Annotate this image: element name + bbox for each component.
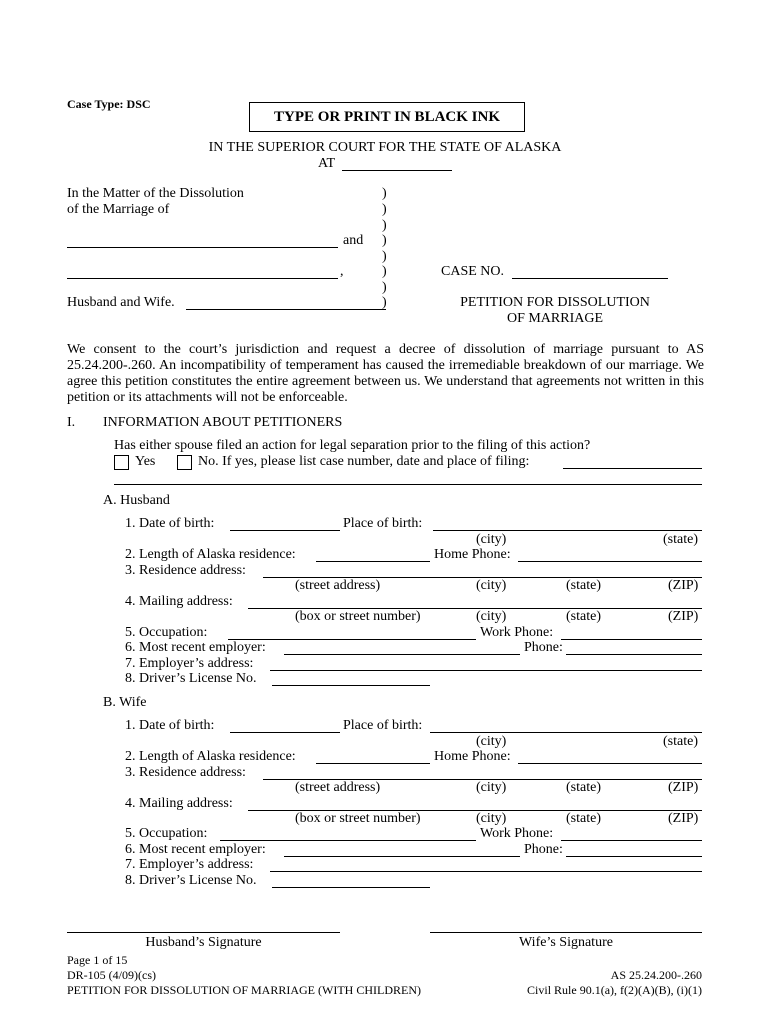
husband-residence-length-label: 2. Length of Alaska residence:: [125, 547, 296, 562]
matter-line2: of the Marriage of: [67, 202, 170, 217]
separation-question: Has either spouse filed an action for legal separation prior to the filing of this action?: [114, 438, 591, 453]
box-street-label: (box or street number): [295, 811, 421, 826]
husband-employer-address-label: 7. Employer’s address:: [125, 656, 254, 671]
husband-residence-address-label: 3. Residence address:: [125, 563, 246, 578]
court-line: IN THE SUPERIOR COURT FOR THE STATE OF ALASKA: [208, 140, 562, 155]
husband-dob-field[interactable]: [230, 530, 340, 531]
zip-label: (ZIP): [668, 811, 699, 826]
street-address-label: (street address): [295, 780, 381, 795]
husband-employer-label: 6. Most recent employer:: [125, 640, 266, 655]
statute-reference: AS 25.24.200-.260: [610, 968, 702, 982]
civil-rule-reference: Civil Rule 90.1(a), f(2)(A)(B), (i)(1): [527, 983, 702, 997]
wife-license-field[interactable]: [272, 887, 430, 888]
husband-heading: A. Husband: [103, 493, 170, 508]
state-label: (state): [566, 609, 601, 624]
paren: ): [382, 202, 387, 217]
spouse1-name-field[interactable]: [67, 247, 338, 248]
husband-signature-field[interactable]: [67, 932, 340, 933]
wife-employer-phone-field[interactable]: [566, 856, 702, 857]
husband-employer-phone-label: Phone:: [524, 640, 563, 655]
wife-employer-label: 6. Most recent employer:: [125, 842, 266, 857]
husband-dob-label: 1. Date of birth:: [125, 516, 215, 531]
at-label: AT: [318, 156, 336, 171]
zip-label: (ZIP): [668, 578, 699, 593]
form-number: DR-105 (4/09)(cs): [67, 968, 156, 982]
city-label: (city): [476, 609, 507, 624]
city-label: (city): [476, 532, 507, 547]
wife-employer-address-field[interactable]: [270, 871, 702, 872]
city-label: (city): [476, 734, 507, 749]
yes-checkbox[interactable]: [114, 455, 129, 470]
city-label: (city): [476, 811, 507, 826]
wife-employer-field[interactable]: [284, 856, 520, 857]
state-label: (state): [663, 532, 698, 547]
husband-pob-label: Place of birth:: [343, 516, 423, 531]
intro-paragraph: We consent to the court’s jurisdiction and request a decree of dissolution of marriage pursuant to AS 25.24.200-.260. An incompatibility of temperament has caused the irremediable breakdown of our marriage. We agree this petition constitutes the entire agreement between us. We understand that agreements not written in this petition or its attachments will not be enforceable.: [67, 342, 704, 405]
paren: ): [382, 218, 387, 233]
state-label: (state): [566, 578, 601, 593]
husband-license-label: 8. Driver’s License No.: [125, 671, 257, 686]
court-location-field[interactable]: [342, 170, 452, 171]
paren: ): [382, 264, 387, 279]
paren: ): [382, 186, 387, 201]
no-label: No. If yes, please list case number, date and place of filing:: [198, 454, 530, 469]
paren: ): [382, 295, 387, 310]
husband-work-phone-field[interactable]: [561, 639, 702, 640]
wife-residence-length-field[interactable]: [316, 763, 430, 764]
and-label: and: [343, 233, 364, 248]
section-number: I.: [67, 415, 76, 430]
wife-home-phone-label: Home Phone:: [434, 749, 511, 764]
husband-pob-field[interactable]: [433, 530, 702, 531]
husband-mailing-address-label: 4. Mailing address:: [125, 594, 233, 609]
paren: ): [382, 249, 387, 264]
husband-occupation-label: 5. Occupation:: [125, 625, 208, 640]
filing-info-field[interactable]: [563, 468, 702, 469]
wife-signature-label: Wife’s Signature: [519, 935, 613, 950]
husband-employer-field[interactable]: [284, 654, 520, 655]
wife-signature-field[interactable]: [430, 932, 702, 933]
case-no-field[interactable]: [512, 278, 668, 279]
ink-notice: TYPE OR PRINT IN BLACK INK: [273, 109, 500, 125]
petition-title-line2: OF MARRIAGE: [506, 311, 604, 326]
matter-line1: In the Matter of the Dissolution: [67, 186, 244, 201]
yes-label: Yes: [135, 454, 156, 469]
husband-home-phone-label: Home Phone:: [434, 547, 511, 562]
husband-license-field[interactable]: [272, 685, 430, 686]
zip-label: (ZIP): [668, 780, 699, 795]
state-label: (state): [566, 811, 601, 826]
wife-work-phone-label: Work Phone:: [480, 826, 554, 841]
husband-and-wife: Husband and Wife.: [67, 295, 175, 310]
paren: ): [382, 280, 387, 295]
street-address-label: (street address): [295, 578, 381, 593]
wife-dob-label: 1. Date of birth:: [125, 718, 215, 733]
wife-pob-field[interactable]: [430, 732, 702, 733]
form-title: PETITION FOR DISSOLUTION OF MARRIAGE (WITH CHILDREN): [67, 983, 421, 997]
state-label: (state): [566, 780, 601, 795]
case-type: Case Type: DSC: [67, 97, 151, 111]
husband-home-phone-field[interactable]: [518, 561, 702, 562]
city-label: (city): [476, 780, 507, 795]
wife-dob-field[interactable]: [230, 732, 340, 733]
state-label: (state): [663, 734, 698, 749]
husband-wife-line: [186, 309, 386, 310]
paren: ): [382, 233, 387, 248]
wife-home-phone-field[interactable]: [518, 763, 702, 764]
case-no-label: CASE NO.: [441, 264, 505, 279]
husband-residence-length-field[interactable]: [316, 561, 430, 562]
wife-heading: B. Wife: [103, 695, 147, 710]
wife-residence-address-label: 3. Residence address:: [125, 765, 246, 780]
husband-employer-address-field[interactable]: [270, 670, 702, 671]
wife-work-phone-field[interactable]: [561, 840, 702, 841]
wife-occupation-field[interactable]: [220, 840, 476, 841]
page-number: Page 1 of 15: [67, 953, 128, 967]
section-title: INFORMATION ABOUT PETITIONERS: [103, 415, 343, 430]
no-checkbox[interactable]: [177, 455, 192, 470]
husband-signature-label: Husband’s Signature: [145, 935, 262, 950]
petition-title-line1: PETITION FOR DISSOLUTION: [460, 295, 650, 310]
box-street-label: (box or street number): [295, 609, 421, 624]
wife-license-label: 8. Driver’s License No.: [125, 873, 257, 888]
wife-pob-label: Place of birth:: [343, 718, 423, 733]
wife-mailing-address-label: 4. Mailing address:: [125, 796, 233, 811]
husband-employer-phone-field[interactable]: [566, 654, 702, 655]
wife-residence-length-label: 2. Length of Alaska residence:: [125, 749, 296, 764]
zip-label: (ZIP): [668, 609, 699, 624]
wife-occupation-label: 5. Occupation:: [125, 826, 208, 841]
filing-info-field-line2[interactable]: [114, 484, 702, 485]
spouse2-name-field[interactable]: [67, 278, 338, 279]
wife-employer-address-label: 7. Employer’s address:: [125, 857, 254, 872]
comma: ,: [340, 264, 344, 279]
husband-work-phone-label: Work Phone:: [480, 625, 554, 640]
city-label: (city): [476, 578, 507, 593]
wife-employer-phone-label: Phone:: [524, 842, 563, 857]
